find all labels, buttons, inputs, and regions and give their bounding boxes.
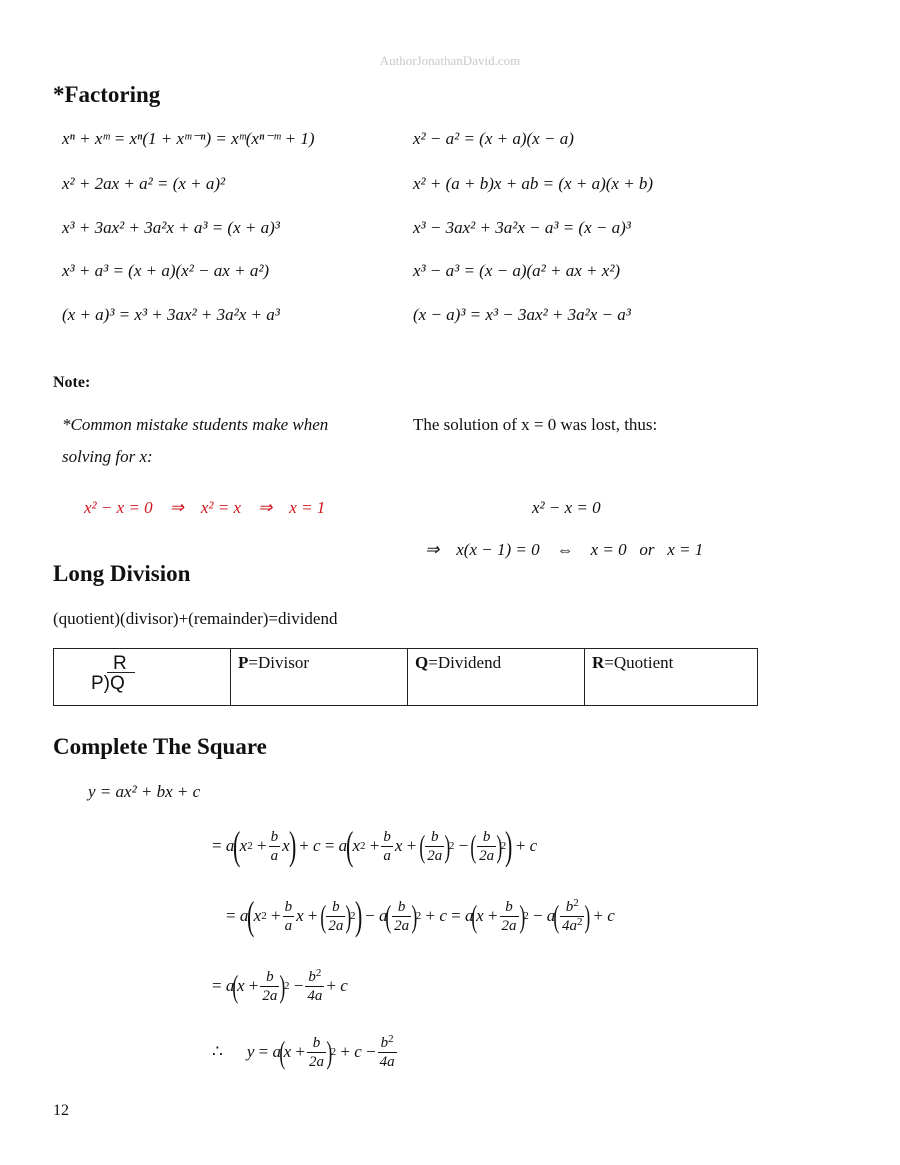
factoring-heading: *Factoring — [53, 82, 161, 107]
factoring-formula-left-1: xⁿ + xᵐ = xⁿ(1 + xᵐ⁻ⁿ) = xᵐ(xⁿ⁻ᵐ + 1) — [62, 129, 315, 148]
factoring-formula-left-5: (x + a)³ = x³ + 3ax² + 3a²x + a³ — [62, 305, 280, 324]
mistake-text-line2: solving for x: — [62, 447, 153, 466]
division-symbol-cell — [54, 649, 231, 706]
complete-square-result: ∴ y = a ( x + $\frac{b}{2a}$ ) 2 + c − $\frac{b^2}{4a}$ — [212, 1032, 395, 1070]
solution-lost-text: The solution of x = 0 was lost, thus: — [413, 415, 658, 434]
complete-square-step-1: = a ( x 2 + $\frac{b}{a}$ x ) + c = a ( x 2 + $\frac{b}{a}$ x + ( $\frac{b}{2a}$ ) 2 − ( $\frac{b}{2a}$ ) 2 ) + c — [212, 823, 538, 868]
divisor-letter: P — [238, 653, 249, 672]
page-number: 12 — [53, 1102, 69, 1119]
quotient-cell — [585, 649, 758, 706]
dividend-cell — [408, 649, 585, 706]
factoring-formula-right-5: (x − a)³ = x³ − 3ax² + 3a²x − a³ — [413, 305, 631, 324]
factoring-formula-left-3: x³ + 3ax² + 3a²x + a³ = (x + a)³ — [62, 218, 280, 237]
therefore-symbol: ∴ — [212, 1042, 223, 1061]
dividend-text: =Dividend — [428, 653, 502, 672]
complete-square-start: y = ax² + bx + c — [88, 782, 201, 801]
factoring-formula-left-2: x² + 2ax + a² = (x + a)² — [62, 174, 226, 193]
complete-square-heading: Complete The Square — [53, 734, 267, 759]
watermark: AuthorJonathanDavid.com — [379, 53, 521, 68]
correct-step-1: x² − x = 0 — [532, 498, 601, 517]
division-symbol-pq: P)Q — [91, 673, 125, 694]
long-division-table — [53, 648, 758, 706]
mistake-text-line1: *Common mistake students make when — [62, 415, 329, 434]
quotient-text: =Quotient — [604, 653, 674, 672]
quotient-letter: R — [592, 653, 605, 672]
wrong-solution-steps: x² − x = 0 ⇒ x² = x ⇒ x = 1 — [84, 498, 326, 517]
dividend-letter: Q — [415, 653, 429, 672]
factoring-formula-right-1: x² − a² = (x + a)(x − a) — [413, 129, 574, 148]
long-division-heading: Long Division — [53, 561, 191, 586]
factoring-formula-left-4: x³ + a³ = (x + a)(x² − ax + a²) — [62, 261, 270, 280]
note-label: Note: — [53, 374, 91, 391]
division-symbol-r: R — [113, 653, 127, 674]
factoring-formula-right-4: x³ − a³ = (x − a)(a² + ax + x²) — [413, 261, 621, 280]
divisor-text: =Divisor — [248, 653, 309, 672]
factoring-formula-right-2: x² + (a + b)x + ab = (x + a)(x + b) — [413, 174, 654, 193]
complete-square-step-2: = a ( x 2 + $\frac{b}{a}$ x + ( $\frac{b}{2a}$ ) 2 ) − a ( $\frac{b}{2a}$ ) 2 + c = a ( x + $\frac{b}{2a}$ ) 2 − a ( $\frac{b^2}{4a^2}$ ) + c — [226, 893, 615, 938]
factoring-formula-right-3: x³ − 3ax² + 3a²x − a³ = (x − a)³ — [413, 218, 631, 237]
division-relation: (quotient)(divisor)+(remainder)=dividend — [53, 609, 338, 628]
complete-square-step-3: = a ( x + $\frac{b}{2a}$ ) 2 − $\frac{b^2}{4a}$ + c — [212, 966, 348, 1004]
correct-step-2: ⇒ x(x − 1) = 0 ⇔ x = 0 or x = 1 — [425, 540, 704, 559]
divisor-cell — [231, 649, 408, 706]
